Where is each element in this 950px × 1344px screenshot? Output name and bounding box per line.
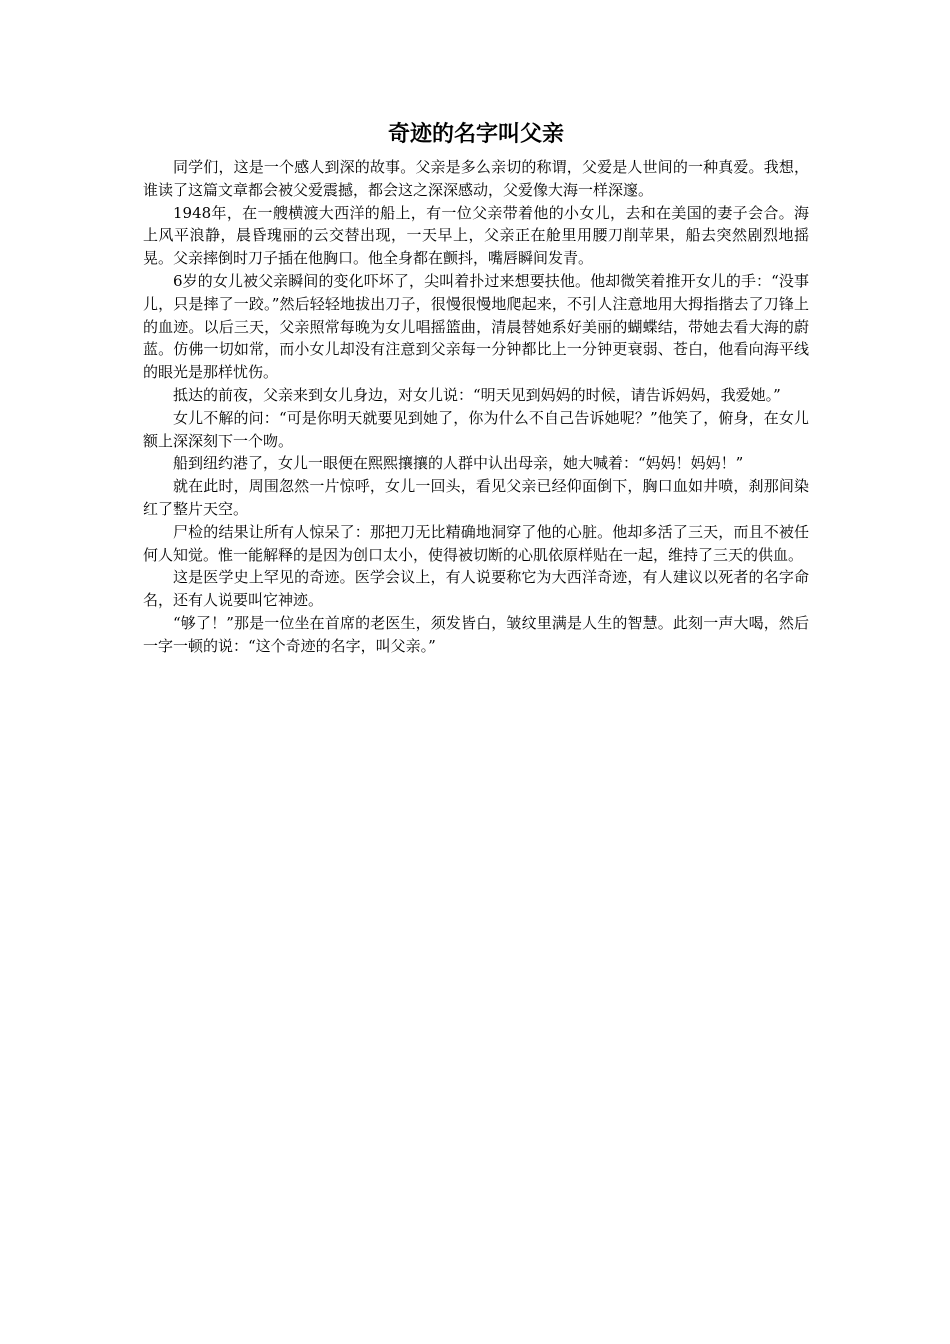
article-title: 奇迹的名字叫父亲 [387,122,564,147]
paragraph-intro: 同学们，这是一个感人到深的故事。父亲是多么亲切的称谓，父爱是人世间的一种真爱。我想，谁读了这篇文章都会被父爱震撼，都会这之深深感动，父爱像大海一样深邃。 [143,158,809,199]
paragraph-autopsy: 尸检的结果让所有人惊呆了：那把刀无比精确地洞穿了他的心脏。他却多活了三天，而且不被任何人知觉。惟一能解释的是因为创口太小，使得被切断的心肌依原样贴在一起，维持了三天的供血。 [143,522,809,564]
paragraph-daughter-question: 女儿不解的问：“可是你明天就要见到她了，你为什么不自己告诉她呢？”他笑了，俯身，在女儿额上深深刻下一个吻。 [143,408,809,450]
paragraph-1948-voyage: 1948年，在一艘横渡大西洋的船上，有一位父亲带着他的小女儿，去和在美国的妻子会合。海上风平浪静，晨昏瑰丽的云交替出现，一天早上，父亲正在舱里用腰刀削苹果，船去突然剧烈地摇晃。父亲摔倒时刀子插在他胸口。他全身都在颤抖，嘴唇瞬间发青。 [143,203,809,268]
paragraph-conclusion: “够了！”那是一位坐在首席的老医生，须发皆白，皱纹里满是人生的智慧。此刻一声大喝，然后一字一顿的说：“这个奇迹的名字，叫父亲。” [143,613,809,655]
paragraph-medical-miracle: 这是医学史上罕见的奇迹。医学会议上，有人说要称它为大西洋奇迹，有人建议以死者的名字命名，还有人说要叫它神迹。 [143,568,809,610]
paragraph-daughter: 6岁的女儿被父亲瞬间的变化吓坏了，尖叫着扑过来想要扶他。他却微笑着推开女儿的手：“没事儿，只是摔了一跤。”然后轻轻地拔出刀子，很慢很慢地爬起来，不引人注意地用大拇指揩去了刀锋上的血迹。以后三天，父亲照常每晚为女儿唱摇篮曲，清晨替她系好美丽的蝴蝶结，带她去看大海的蔚蓝。仿佛一切如常，而小女儿却没有注意到父亲每一分钟都比上一分钟更衰弱、苍白，他看向海平线的眼光是那样忧伤。 [143,271,809,382]
paragraph-new-york-harbor: 船到纽约港了，女儿一眼便在熙熙攘攘的人群中认出母亲，她大喊着：“妈妈！妈妈！” [173,454,744,473]
article [143,118,809,658]
paragraph-eve-of-arrival: 抵达的前夜，父亲来到女儿身边，对女儿说：“明天见到妈妈的时候，请告诉妈妈，我爱她。” [173,385,781,404]
paragraph-father-falls: 就在此时，周围忽然一片惊呼，女儿一回头，看见父亲已经仰面倒下，胸口血如井喷，刹那间染红了整片天空。 [143,477,809,518]
